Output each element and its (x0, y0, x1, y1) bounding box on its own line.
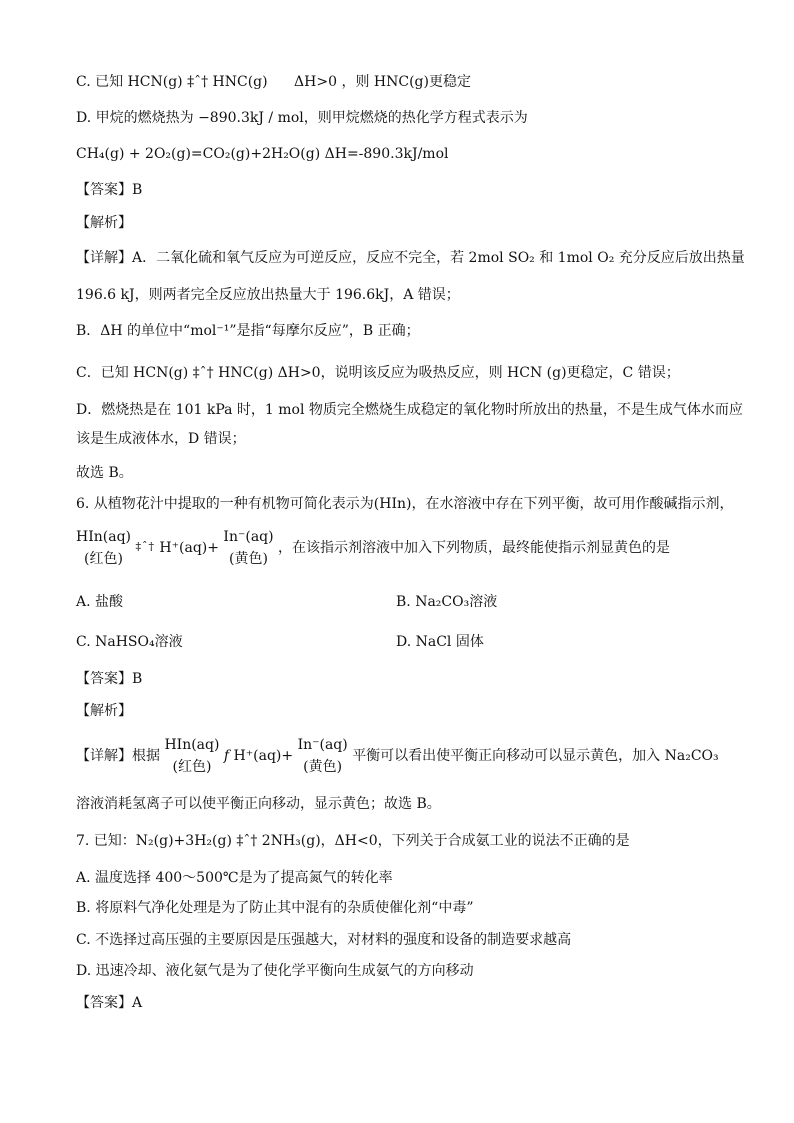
equilibrium-arrow: ‡ˆ† (135, 540, 155, 553)
hin-label: HIn(aq) (164, 737, 220, 753)
option-d-q5: D. 甲烷的燃烧热为 −890.3kJ / mol，则甲烷燃烧的热化学方程式表示为 (76, 110, 528, 126)
detail-tail: 平衡可以看出使平衡正向移动可以显示黄色，加入 Na₂CO₃ (352, 748, 719, 764)
answer-value: A (132, 995, 143, 1011)
detail-q5-b: B．ΔH 的单位中“mol⁻¹”是指“每摩尔反应”，B 正确； (76, 323, 420, 339)
answer-tag: 【答案】 (76, 671, 132, 687)
hin-fraction-2 (164, 734, 219, 778)
answer-value: B (132, 182, 143, 198)
detail-q5-c: C．已知 HCN(g) ‡ˆ† HNC(g) ΔH>0，说明该反应为吸热反应，则 HCN (g)更稳定，C 错误； (76, 365, 680, 381)
text-tail: ，则 HNC(g)更稳定 (341, 74, 471, 90)
in-label: In⁻(aq) (297, 737, 348, 753)
in-color: (黄色) (303, 759, 343, 775)
detail-tag: 【详解】根据 (76, 748, 160, 764)
equation-methane: CH₄(g) + 2O₂(g)=CO₂(g)+2H₂O(g) ΔH=-890.3kJ/mol (76, 146, 449, 162)
answer-q7 (76, 994, 142, 1012)
in-color: (黄色) (229, 551, 268, 567)
conclusion-q5: 故选 B。 (76, 465, 133, 481)
detail-q5-a (76, 249, 745, 267)
in-fraction-2 (298, 734, 348, 778)
question-6-equation (76, 526, 670, 570)
in-fraction (223, 526, 273, 570)
text-lead: C. 已知 (76, 74, 124, 90)
option-b-q6: B. Na₂CO₃溶液 (396, 594, 498, 610)
question-7: 7. 已知：N₂(g)+3H₂(g) ‡ˆ† 2NH₃(g)，ΔH<0，下列关于合成氨工业的说法不正确的是 (76, 833, 630, 849)
answer-tag: 【答案】 (76, 182, 132, 198)
answer-q5 (76, 181, 142, 199)
option-a-q6: A. 盐酸 (76, 594, 124, 610)
option-c-q5 (76, 73, 471, 91)
answer-q6 (76, 670, 142, 688)
answer-value: B (132, 671, 143, 687)
hin-fraction (76, 526, 131, 570)
detail-q5-d: D．燃烧热是在 101 kPa 时，1 mol 物质完全燃烧生成稳定的氧化物时所放出的热量，不是生成气体水而应 (76, 402, 743, 418)
detail-tag: 【详解】 (76, 250, 132, 266)
hin-color: (红色) (84, 551, 123, 567)
hin-label: HIn(aq) (76, 529, 131, 545)
answer-tag: 【答案】 (76, 995, 132, 1011)
detail-text: A．二氧化硫和氧气反应为可逆反应，反应不完全，若 2mol SO₂ 和 1mol O₂ 充分反应后放出热量 (132, 250, 745, 266)
equilibrium-symbol: f (223, 748, 230, 764)
option-b-q7: B. 将原料气净化处理是为了防止其中混有的杂质使催化剂“中毒” (76, 900, 474, 916)
option-d-q6: D. NaCl 固体 (396, 634, 484, 650)
option-c-q6: C. NaHSO₄溶液 (76, 634, 183, 650)
h-ion: H⁺(aq)+ (233, 748, 294, 764)
detail-q5-a2: 196.6 kJ，则两者完全反应放出热量大于 196.6kJ，A 错误； (76, 287, 460, 303)
in-label: In⁻(aq) (223, 529, 274, 545)
analysis-q5: 【解析】 (76, 215, 132, 231)
h-ion: H⁺(aq)+ (159, 540, 219, 556)
option-c-q7: C. 不选择过高压强的主要原因是压强越大，对材料的强度和设备的制造要求越高 (76, 932, 572, 948)
analysis-q6: 【解析】 (76, 703, 132, 719)
question-6: 6. 从植物花汁中提取的一种有机物可简化表示为(HIn)，在水溶液中存在下列平衡，故可用作酸碱指示剂， (76, 496, 734, 512)
question-6-tail: ，在该指示剂溶液中加入下列物质，最终能使指示剂显黄色的是 (278, 540, 671, 556)
detail-q6 (76, 734, 719, 778)
detail-q5-d2: 该是生成液体水，D 错误； (76, 431, 246, 447)
hin-color: (红色) (172, 759, 212, 775)
delta-h: ΔH>0 (294, 74, 338, 90)
option-a-q7: A. 温度选择 400～500℃是为了提高氮气的转化率 (76, 870, 393, 886)
option-d-q7: D. 迅速冷却、液化氨气是为了使化学平衡向生成氨气的方向移动 (76, 963, 474, 979)
detail-q6-2: 溶液消耗氢离子可以使平衡正向移动，显示黄色；故选 B。 (76, 796, 441, 812)
formula: HCN(g) ‡ˆ† HNC(g) (127, 74, 268, 90)
